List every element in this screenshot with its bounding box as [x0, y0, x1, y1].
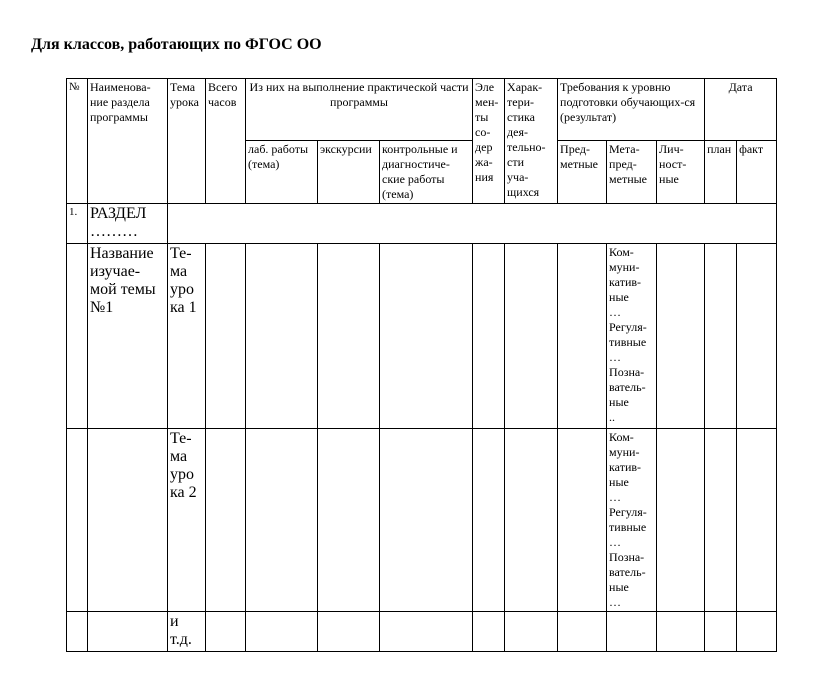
page-title: Для классов, работающих по ФГОС ОО	[31, 36, 322, 53]
header-control-works: контрольные и диагностиче- ские работы (тема)	[380, 141, 473, 204]
meta-results-1: Ком- муни- катив- ные … Регуля- тивные … Позна- ватель- ные ..	[607, 244, 657, 429]
header-content-elements: Эле мен- ты со- дер жа- ния	[473, 79, 505, 204]
header-total-hours: Всего часов	[206, 79, 246, 204]
header-lesson-topic: Тема урока	[168, 79, 206, 204]
header-plan: план	[705, 141, 737, 204]
header-fact: факт	[737, 141, 777, 204]
lesson-topic-1: Те- ма уро ка 1	[168, 244, 206, 429]
section-label: РАЗДЕЛ ………	[88, 204, 168, 244]
header-section-name: Наименова- ние раздела программы	[88, 79, 168, 204]
etc-label: и т.д.	[168, 612, 206, 652]
header-row-1	[67, 79, 777, 141]
meta-results-2: Ком- муни- катив- ные … Регуля- тивные … Позна- ватель- ные …	[607, 429, 657, 612]
header-meta-results: Мета- пред- метные	[607, 141, 657, 204]
section-empty	[168, 204, 777, 244]
section-number: 1.	[67, 204, 88, 244]
header-personal-results: Лич- ност- ные	[657, 141, 705, 204]
header-num: №	[67, 79, 88, 204]
lesson-topic-2: Те- ма уро ка 2	[168, 429, 206, 612]
table-row	[67, 429, 777, 612]
section-row	[67, 204, 777, 244]
header-lab-works: лаб. работы (тема)	[246, 141, 318, 204]
header-subject-results: Пред- метные	[558, 141, 607, 204]
table-row	[67, 244, 777, 429]
header-requirements: Требования к уровню подготовки обучающих-ся (результат)	[558, 79, 705, 141]
topic-name: Название изучае- мой темы №1	[88, 244, 168, 429]
header-practical-part: Из них на выполнение практической части программы	[246, 79, 473, 141]
header-date: Дата	[705, 79, 777, 141]
program-table	[66, 78, 777, 652]
header-activity-characteristics: Харак- тери- стика дея- тельно- сти уча- щихся	[505, 79, 558, 204]
table-row	[67, 612, 777, 652]
header-excursions: экскурсии	[318, 141, 380, 204]
